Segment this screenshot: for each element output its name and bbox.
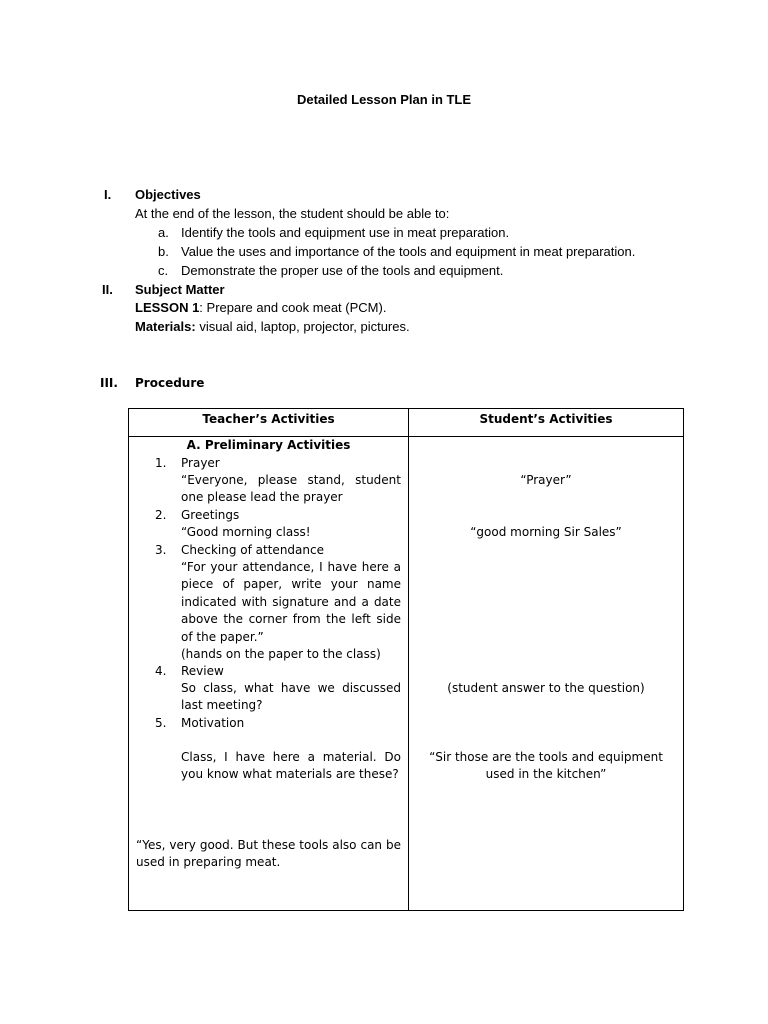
- step-4-text: So class, what have we discussed last meeting?: [181, 681, 401, 713]
- step-2-text: “Good morning class!: [181, 525, 311, 539]
- activities-table: [128, 408, 684, 911]
- table-column-divider: [408, 409, 409, 910]
- step-3-note: (hands on the paper to the class): [181, 647, 381, 661]
- lesson-text: : Prepare and cook meat (PCM).: [199, 300, 387, 315]
- step-3-number: 3.: [155, 543, 167, 557]
- step-3-label: Checking of attendance: [181, 543, 324, 557]
- lesson-label: LESSON 1: [135, 300, 200, 315]
- student-response-2: “good morning Sir Sales”: [470, 525, 622, 539]
- student-response-5: “Sir those are the tools and equipment used in the kitchen”: [429, 750, 663, 782]
- step-3-text: “For your attendance, I have here a piece of paper, write your name indicated with signature and a date above the corner from the left side of the paper.”: [181, 560, 401, 644]
- procedure-heading: Procedure: [135, 376, 205, 390]
- preliminary-activities-label: A. Preliminary Activities: [186, 438, 351, 452]
- student-response-4: (student answer to the question): [447, 681, 645, 695]
- procedure-number: III.: [100, 376, 118, 390]
- step-2-number: 2.: [155, 508, 167, 522]
- objective-item-b: Value the uses and importance of the tools and equipment in meat preparation.: [181, 244, 636, 259]
- student-activities-header: Student’s Activities: [479, 412, 613, 426]
- step-1-text: “Everyone, please stand, student one please lead the prayer: [181, 473, 401, 505]
- step-5-text: Class, I have here a material. Do you know what materials are these?: [181, 750, 401, 782]
- subject-matter-heading: Subject Matter: [135, 282, 225, 297]
- student-response-1: “Prayer”: [520, 473, 572, 487]
- closing-remark: “Yes, very good. But these tools also can be used in preparing meat.: [136, 838, 401, 870]
- step-4-number: 4.: [155, 664, 167, 678]
- teacher-activities-header: Teacher’s Activities: [202, 412, 335, 426]
- step-2-label: Greetings: [181, 508, 240, 522]
- objectives-heading: Objectives: [135, 187, 201, 202]
- step-5-number: 5.: [155, 716, 167, 730]
- step-1-number: 1.: [155, 456, 167, 470]
- materials-label: Materials:: [135, 319, 196, 334]
- materials-line: [135, 319, 410, 334]
- objective-marker-a: a.: [158, 225, 169, 240]
- objective-item-a: Identify the tools and equipment use in meat preparation.: [181, 225, 510, 240]
- objectives-intro: At the end of the lesson, the student should be able to:: [135, 206, 450, 221]
- objective-item-c: Demonstrate the proper use of the tools and equipment.: [181, 263, 504, 278]
- step-4-label: Review: [181, 664, 224, 678]
- lesson-line: [135, 300, 386, 315]
- objective-marker-c: c.: [158, 263, 169, 278]
- objective-marker-b: b.: [158, 244, 169, 259]
- step-5-label: Motivation: [181, 716, 245, 730]
- materials-text: visual aid, laptop, projector, pictures.: [195, 319, 410, 334]
- step-1-label: Prayer: [181, 456, 220, 470]
- subject-matter-number: II.: [102, 282, 113, 297]
- page-title: Detailed Lesson Plan in TLE: [296, 92, 472, 107]
- objectives-number: I.: [104, 187, 112, 202]
